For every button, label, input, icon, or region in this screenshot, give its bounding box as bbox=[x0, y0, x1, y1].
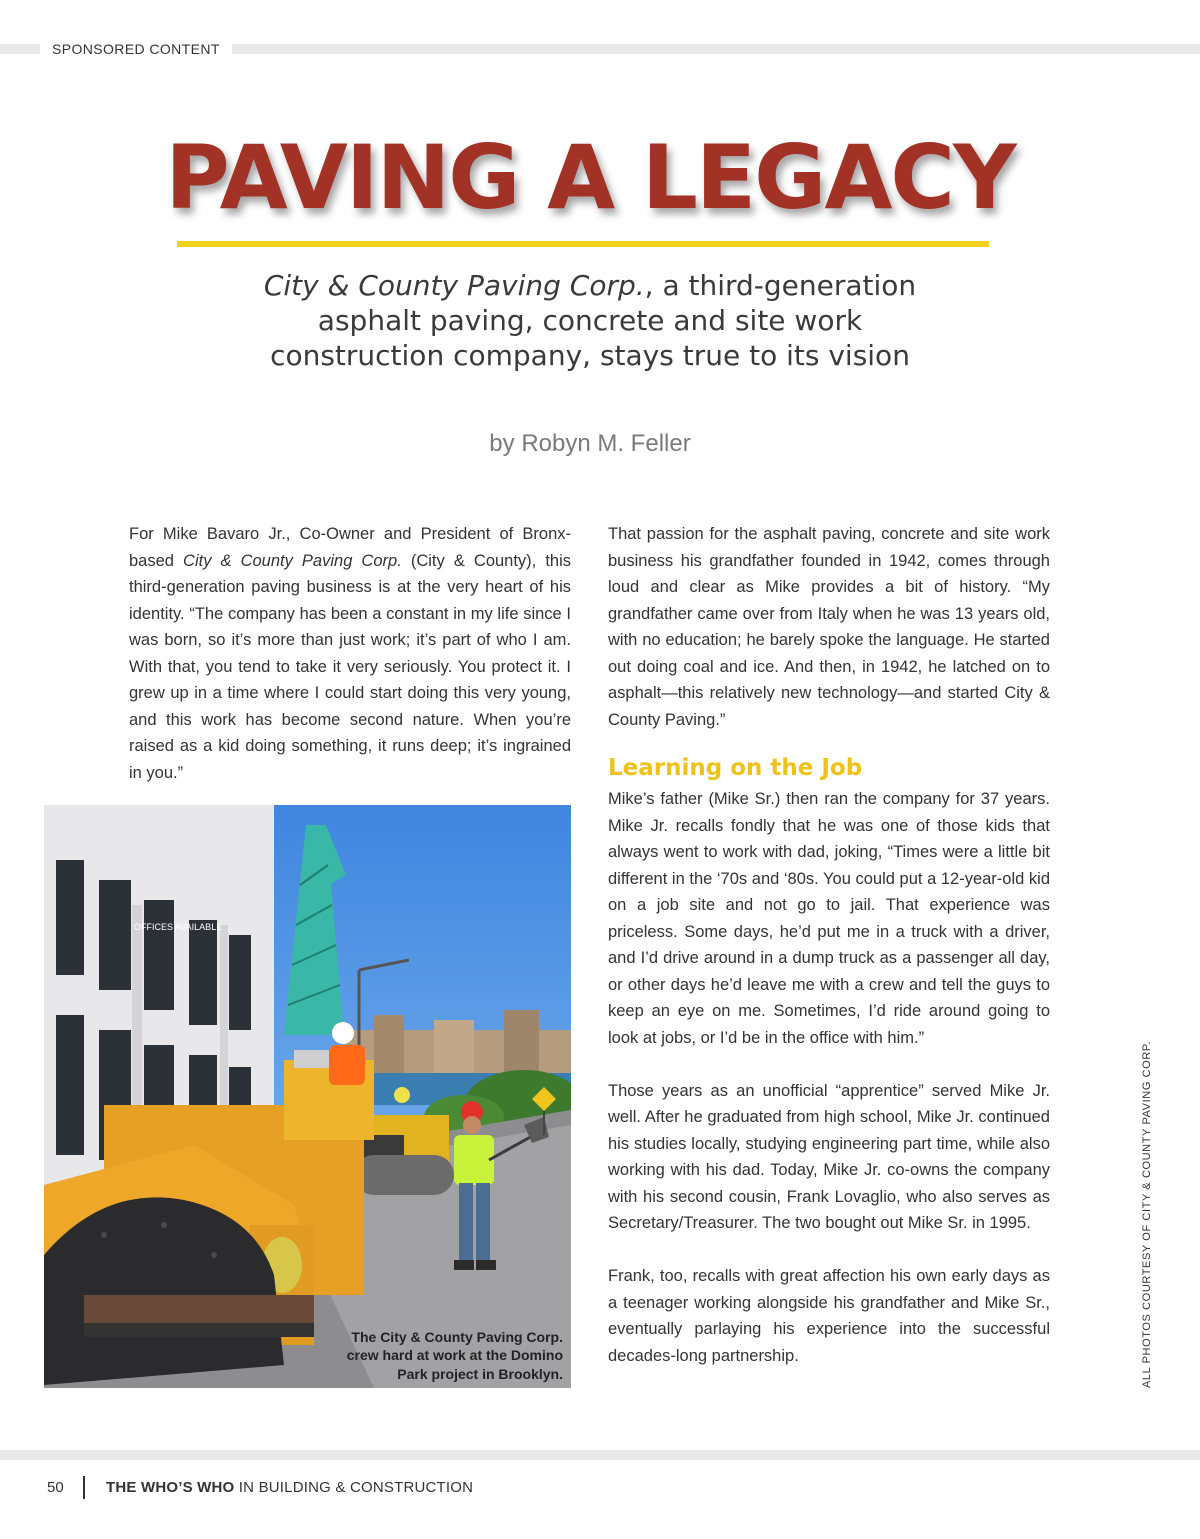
deck bbox=[200, 268, 980, 373]
article-column-right-top bbox=[608, 521, 1050, 733]
headline-underline bbox=[177, 241, 989, 247]
deck-line2: asphalt paving, concrete and site work bbox=[317, 304, 863, 337]
company-name-italic: City & County Paving Corp. bbox=[183, 551, 402, 570]
publication-name-bold: THE WHO’S WHO bbox=[106, 1479, 235, 1496]
headline: PAVING A LEGACY bbox=[165, 126, 1015, 229]
article-column-left bbox=[129, 521, 571, 786]
bottom-rule bbox=[0, 1450, 1200, 1460]
photo-credit: ALL PHOTOS COURTESY OF CITY & COUNTY PAVING CORP. bbox=[1141, 1040, 1153, 1388]
paragraph bbox=[129, 521, 571, 786]
paragraph-text: For Mike Bavaro Jr., Co-Owner and President of Bronx-based bbox=[129, 525, 571, 570]
publication-name-rest: IN BUILDING & CONSTRUCTION bbox=[234, 1479, 474, 1496]
deck-company-name: City & County Paving Corp. bbox=[263, 269, 645, 302]
photo-illustration bbox=[44, 805, 571, 1388]
byline: by Robyn M. Feller bbox=[489, 430, 691, 457]
paragraph-text: (City & County), this third-generation paving business is at the very heart of his identity. “The company has been a constant in my life since I was born, so it’s more than just work; it’s part of who I am. With that, you tend to take it very seriously. You protect it. I grew up in a time where I could start doing this very young, and this work has become second nature. When you’re raised as a kid doing something, it runs deep; it’s ingrained in you.” bbox=[129, 551, 572, 782]
deck-line3: construction company, stays true to its vision bbox=[270, 339, 910, 372]
paragraph: Those years as an unofficial “apprentice” served Mike Jr. well. After he graduated from high school, Mike Jr. continued his studies locally, studying engineering part time, while also working with his dad. Today, Mike Jr. co-owns the company with his second cousin, Frank Lovaglio, who also serves as Secretary/Treasurer. The two bought out Mike Sr. in 1995. bbox=[608, 1081, 1050, 1232]
photo-caption: The City & County Paving Corp. crew hard at work at the Domino Park project in Brooklyn. bbox=[346, 1328, 563, 1382]
offices-sign: OFFICES AVAILABLE bbox=[134, 922, 223, 932]
publication-name bbox=[106, 1479, 473, 1496]
sponsored-content-label: SPONSORED CONTENT bbox=[40, 40, 232, 58]
deck-line1: , a third-generation bbox=[644, 269, 917, 302]
paving-crew-photo bbox=[44, 805, 571, 1388]
article-column-right-bottom bbox=[608, 786, 1050, 1369]
paragraph: That passion for the asphalt paving, concrete and site work business his grandfather founded in 1942, comes through loud and clear as Mike provides a bit of history. “My grandfather came over from Italy when he was 13 years old, with no education; he barely spoke the language. He started out doing coal and ice. And then, in 1942, he latched on to asphalt—this relatively new technology—and started City & County Paving.” bbox=[608, 525, 1050, 729]
paragraph: Mike’s father (Mike Sr.) then ran the company for 37 years. Mike Jr. recalls fondly that he was one of those kids that always went to work with dad, joking, “Times were a little bit different in the ‘70s and ‘80s. You could put a 12-year-old kid on a job site and not go to jail. That experience was priceless. Some days, he’d put me in a truck with a driver, and I’d drive around in a dump truck as a passenger all day, or other days he’d leave me with a crew and tell the guys to keep an eye on me. Sometimes, I’d ride around going to look at jobs, or I’d be in the office with him.” bbox=[608, 790, 1050, 1047]
paragraph: Frank, too, recalls with great affection his own early days as a teenager working alongside his grandfather and Mike Sr., eventually parlaying his experience into the successful decades-long partnership. bbox=[608, 1267, 1050, 1365]
footer-divider bbox=[83, 1476, 85, 1499]
page-number: 50 bbox=[47, 1479, 64, 1496]
section-subhead: Learning on the Job bbox=[608, 755, 863, 781]
